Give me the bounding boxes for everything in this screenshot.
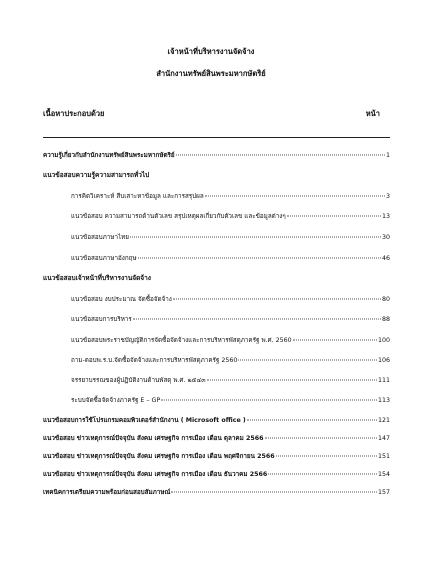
leader-dots: [130, 237, 381, 238]
toc-entry-page: 13: [381, 213, 390, 220]
toc-entry: [71, 254, 390, 263]
leader-dots: [173, 299, 381, 300]
toc-entry-label: การคิดวิเคราะห์ สืบเสาะหาข้อมูล และการสรุปผล: [71, 193, 204, 200]
toc-entry-label: จรรยาบรรณของผู้ปฏิบัติงานด้านพัสดุ พ.ศ. ๒๕๔๓: [71, 377, 206, 384]
leader-dots: [247, 420, 377, 421]
toc-entry-label: แนวข้อสอบภาษาไทย: [71, 234, 129, 241]
toc-entry-label: แนวข้อสอบพระราชบัญญัติการจัดซื้อจัดจ้างและการบริหารพัสดุภาครัฐ พ.ศ. 2560: [71, 337, 292, 344]
leader-dots: [268, 474, 377, 475]
toc-entry-page: 154: [377, 471, 390, 478]
toc-entry-label: ถาม-ตอบพ.ร.บ.จัดซื้อจัดจ้างและการบริหารพัสดุภาครัฐ 2560: [71, 357, 238, 364]
leader-dots: [176, 155, 385, 156]
toc-entry-label: แนวข้อสอบภาษาอังกฤษ: [71, 255, 137, 262]
toc-entry: [71, 212, 390, 221]
leader-dots: [161, 400, 377, 401]
toc-entry: [71, 396, 390, 405]
header-divider: [43, 137, 390, 138]
toc-entry-label: แนวข้อสอบ ข่าวเหตุการณ์ปัจจุบัน สังคม เศรษฐกิจ การเมือง เดือน พฤศจิกายน 2566: [43, 453, 275, 460]
toc-header: [43, 109, 380, 119]
leader-dots: [138, 258, 381, 259]
toc-entry-page: 80: [381, 296, 390, 303]
toc-entry-page: 121: [377, 417, 390, 424]
toc-entry: [71, 315, 390, 324]
toc-entry-label: แนวข้อสอบ ความสามารถด้านตัวเลข สรุปเหตุผลเกี่ยวกับตัวเลข และข้อมูลต่างๆ: [71, 213, 286, 220]
contents-label: เนื้อหาประกอบด้วย: [43, 109, 105, 118]
toc-entry-page: 30: [381, 234, 390, 241]
toc-entry: [71, 192, 390, 201]
leader-dots: [205, 196, 385, 197]
leader-dots: [207, 380, 377, 381]
toc-entry: [43, 488, 390, 497]
leader-dots: [238, 360, 377, 361]
toc-entry: [71, 233, 390, 242]
toc-section-heading: แนวข้อสอบความรู้ความสามารถทั่วไป: [43, 171, 150, 179]
toc-entry-label: ความรู้เกี่ยวกับสำนักงานทรัพย์สินพระมหากษัตริย์: [43, 152, 175, 159]
toc-entry-page: 46: [381, 255, 390, 262]
document-title-line1: เจ้าหน้าที่บริหารงานจัดจ้าง: [167, 47, 255, 56]
toc-entry-label: แนวข้อสอบ ข่าวเหตุการณ์ปัจจุบัน สังคม เศรษฐกิจ การเมือง เดือน ธันวาคม 2566: [43, 471, 268, 478]
toc-entry: [71, 376, 390, 385]
toc-entry-page: 151: [377, 453, 390, 460]
toc-entry-page: 3: [385, 193, 390, 200]
toc-entry-label: ระบบจัดซื้อจัดจ้างภาครัฐ E – GP: [71, 397, 161, 404]
toc-entry-page: 111: [377, 377, 390, 384]
toc-entry: [71, 336, 390, 345]
toc-entry-label: เทคนิคการเตรียมความพร้อมก่อนสอบสัมภาษณ์: [43, 489, 171, 496]
toc-entry-page: 100: [377, 337, 390, 344]
leader-dots: [293, 340, 377, 341]
toc-entry-page: 113: [377, 397, 390, 404]
toc-entry: [43, 470, 390, 479]
toc-entry-page: 88: [381, 316, 390, 323]
leader-dots: [133, 319, 381, 320]
toc-entry-label: แนวข้อสอบการใช้โปรแกรมคอมพิวเตอร์สำนักงาน ( Microsoft office ): [43, 417, 246, 424]
toc-entry-label: แนวข้อสอบ ข่าวเหตุการณ์ปัจจุบัน สังคม เศรษฐกิจ การเมือง เดือน ตุลาคม 2566: [43, 435, 264, 442]
toc-entry: [71, 295, 390, 304]
leader-dots: [265, 438, 377, 439]
toc-entry-label: แนวข้อสอบ งบประมาณ จัดซื้อจัดจ้าง: [71, 296, 172, 303]
toc-entry-label: แนวข้อสอบการบริหาร: [71, 316, 132, 323]
leader-dots: [171, 492, 377, 493]
toc-entry: [43, 416, 390, 425]
toc-entry-page: 157: [377, 489, 390, 496]
page-column-label: หน้า: [365, 109, 380, 118]
toc-entry: [43, 151, 390, 160]
toc-entry: [43, 452, 390, 461]
toc-entry-page: 1: [385, 152, 390, 159]
leader-dots: [287, 216, 381, 217]
toc-entry: [43, 434, 390, 443]
toc-entry: [71, 356, 390, 365]
toc-section-heading: แนวข้อสอบเจ้าหน้าที่บริหารงานจัดจ้าง: [43, 274, 151, 282]
document-title-line2: สำนักงานทรัพย์สินพระมหากษัตริย์: [156, 69, 266, 78]
toc-entry-page: 147: [377, 435, 390, 442]
leader-dots: [276, 456, 377, 457]
toc-entry-page: 106: [377, 357, 390, 364]
